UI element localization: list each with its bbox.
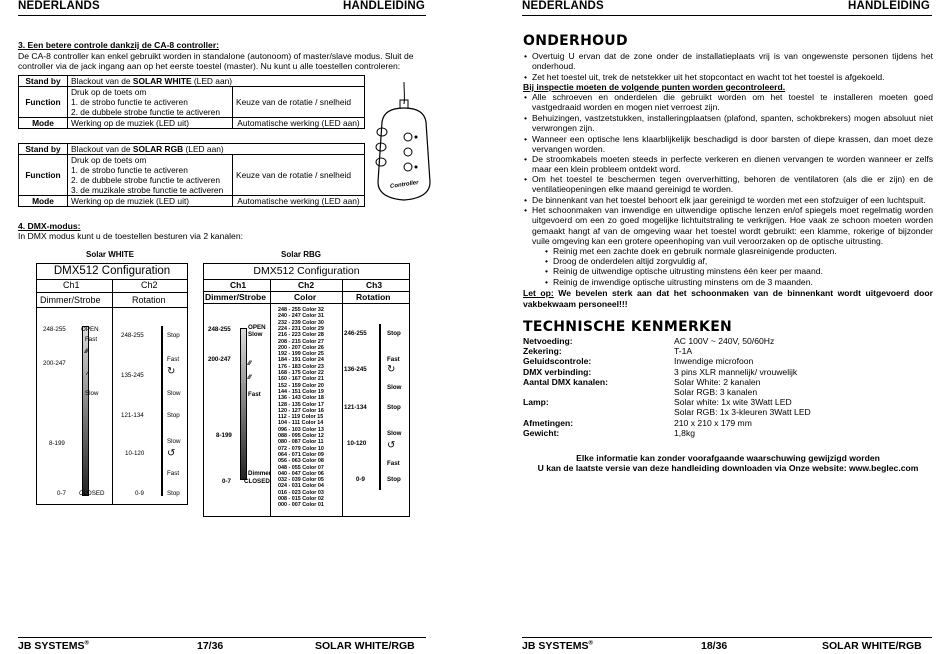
strobe-marks: ⁄⁄⁄ bbox=[85, 348, 89, 355]
ch1-name: Dimmer/Strobe bbox=[205, 292, 266, 302]
letop-note: Let op: We bevelen sterk aan dat het schoonmaken van de binnenkant wordt uitgevoerd door vakbekwaam personeel!!! bbox=[523, 288, 933, 309]
function-label: Function bbox=[19, 155, 68, 196]
spec-value: T-1A bbox=[674, 346, 693, 357]
color-range-item: 248 - 255 Color 32 bbox=[278, 307, 324, 313]
spec-value: Solar RGB: 1x 3-kleuren 3Watt LED bbox=[674, 407, 811, 418]
standby-text: Blackout van de SOLAR WHITE (LED aan) bbox=[68, 76, 365, 87]
fast-label: Fast bbox=[387, 356, 400, 363]
ch2-range: 248-255 bbox=[121, 332, 144, 339]
dmx-chart-title: DMX512 Configuration bbox=[53, 265, 171, 277]
color-range-item: 208 - 215 Color 27 bbox=[278, 338, 324, 345]
color-range-item: 232 - 239 Color 30 bbox=[278, 319, 324, 326]
function-text: Druk op de toets om 1. de strobo functie te activeren 2. de dubbele strobe functie te activeren bbox=[68, 87, 233, 118]
inspectie-item: • Alle schroeven en onderdelen die gebruikt worden om het toestel te installeren moeten goed vastgedraaid worden en mogen niet verroest zijn. bbox=[524, 92, 933, 113]
fast-label: Fast bbox=[248, 391, 261, 398]
function-right-text: Keuze van de rotatie / snelheid bbox=[233, 87, 365, 118]
spec-value: 3 pins XLR mannelijk/ vrouwelijk bbox=[674, 366, 798, 377]
function-right-text: Keuze van de rotatie / snelheid bbox=[233, 155, 365, 196]
spec-key: Geluidscontrole: bbox=[523, 356, 592, 367]
ca8-controller-illustration bbox=[372, 82, 432, 212]
color-range-item: 144 - 151 Color 19 bbox=[278, 388, 324, 395]
color-range-item: 176 - 183 Color 23 bbox=[278, 363, 324, 370]
color-range-item: 216 - 223 Color 28 bbox=[278, 332, 324, 339]
spec-key: DMX verbinding: bbox=[523, 366, 592, 377]
color-range-item: 080 - 087 Color 11 bbox=[278, 439, 324, 446]
right-footer-product: SOLAR WHITE/RGB bbox=[822, 640, 922, 652]
solar-white-label: Solar WHITE bbox=[86, 250, 135, 259]
inspectie-item: • Om het toestel te beschermen tegen oververhitting, behoren de ventilatoren (als die er zijn) en de ventilatieopeningen elke maand gereinigd te worden. bbox=[524, 174, 933, 195]
spec-key: Aantal DMX kanalen: bbox=[523, 376, 609, 387]
right-header-language: NEDERLANDS bbox=[522, 0, 604, 12]
right-footer-rule bbox=[522, 637, 932, 638]
ch2-name: Rotation bbox=[132, 295, 166, 305]
slow-label: Slow bbox=[248, 331, 263, 338]
spec-key: Lamp: bbox=[523, 397, 549, 408]
fast-label: Fast bbox=[387, 460, 400, 467]
color-range-item: 200 - 207 Color 26 bbox=[278, 344, 324, 351]
inspectie-title: Bij inspectie moeten de volgende punten worden gecontroleerd. bbox=[523, 82, 786, 92]
color-range-item: 088 - 095 Color 12 bbox=[278, 433, 324, 439]
mode-left-text: Werking op de muziek (LED uit) bbox=[68, 196, 233, 207]
standby-label: Stand by bbox=[19, 76, 68, 87]
right-footer-page: 18/36 bbox=[701, 640, 728, 652]
spec-value: 1,8kg bbox=[674, 427, 696, 438]
ch1-range: 248-255 bbox=[43, 326, 66, 333]
color-range-item: 184 - 191 Color 24 bbox=[278, 357, 324, 364]
strobe-marks: ⁄⁄⁄ bbox=[248, 374, 252, 381]
left-footer-brand: JB SYSTEMS® bbox=[18, 640, 89, 652]
inspectie-item: • De stroomkabels moeten steeds in perfecte verkeren en dienen vervangen te worden wanneer er zelfs maar een klein probleem ontdekt word. bbox=[524, 154, 933, 175]
ch3-range: 0-9 bbox=[356, 476, 365, 483]
ch2-range: 0-9 bbox=[135, 490, 144, 497]
sub-item: • Reinig met een zachte doek en gebruik normale glasreinigende producten. bbox=[545, 246, 837, 256]
color-range-item: 136 - 143 Color 18 bbox=[278, 395, 324, 402]
ch1-range: 0-7 bbox=[57, 490, 66, 497]
inspectie-item: • Behuizingen, vastzetstukken, installeringplaatsen (plafond, spanten, schokbrekers) mogen absoluut niet verwrongen zijn. bbox=[524, 113, 933, 134]
color-range-item: 160 - 167 Color 21 bbox=[278, 376, 324, 383]
sub-item: • Droog de onderdelen altijd zorgvuldig af, bbox=[545, 256, 708, 266]
spec-value: AC 100V ~ 240V, 50/60Hz bbox=[674, 336, 775, 346]
color-range-item: 016 - 023 Color 03 bbox=[278, 489, 324, 496]
solar-rgb-label: Solar RBG bbox=[281, 250, 322, 259]
stop-label: Stop bbox=[387, 404, 401, 411]
mode-right-text: Automatische werking (LED aan) bbox=[233, 118, 365, 129]
color-range-item: 064 - 071 Color 09 bbox=[278, 451, 324, 458]
color-range-item: 032 - 039 Color 05 bbox=[278, 477, 324, 484]
strobe-marks: ⁄ bbox=[87, 370, 89, 377]
inspectie-item: • Het schoonmaken van inwendige en uitwendige optische lenzen en/of spiegels moet regelmatig worden uitgevoerd om een zo goed mogelijke lichtuitstraling te verkrijgen. Hoe vaak ze schoon moeten worden gemaakt hangt af van de omgeving waar het toestel wordt gebruikt: een klamme, rokerige of bijzonder vuile omgeving kan een grotere opeenhoping van vuil veroorzaken op de optische uitrusting. bbox=[524, 205, 933, 247]
ch2-range: 10-120 bbox=[125, 450, 145, 457]
color-range-item: 152 - 159 Color 20 bbox=[278, 382, 324, 389]
ch1-range: 0-7 bbox=[222, 478, 231, 485]
controller-table-white bbox=[18, 75, 365, 129]
rotate-ccw-icon: ↺ bbox=[167, 448, 176, 459]
fast-label: Fast bbox=[167, 470, 180, 477]
standby-label: Stand by bbox=[19, 144, 68, 155]
color-range-item: 120 - 127 Color 16 bbox=[278, 407, 324, 414]
slow-label: Slow bbox=[387, 384, 402, 391]
ch2-header: Ch2 bbox=[298, 280, 315, 290]
stop-label: Stop bbox=[387, 476, 401, 483]
ch1-range: 200-247 bbox=[43, 360, 66, 367]
slow-label: Slow bbox=[85, 390, 99, 397]
color-range-item: 096 - 103 Color 13 bbox=[278, 426, 324, 433]
color-range-item: 072 - 079 Color 10 bbox=[278, 445, 324, 452]
right-header-rule bbox=[522, 15, 932, 16]
section3-text-line1: De CA-8 controller kan enkel gebruikt worden in standalone (autonoom) of master/slave modus. Sluit de bbox=[18, 51, 414, 61]
mode-label: Mode bbox=[19, 196, 68, 207]
slow-label: Slow bbox=[387, 430, 402, 437]
dmx-chart-rgb bbox=[203, 263, 410, 517]
controller-table-rgb bbox=[18, 143, 365, 207]
color-range-item: 112 - 119 Color 15 bbox=[278, 414, 324, 421]
ch1-range: 8-199 bbox=[216, 432, 232, 439]
ch3-range: 136-245 bbox=[344, 366, 367, 373]
stop-label: Stop bbox=[387, 330, 401, 337]
color-range-item: 024 - 031 Color 04 bbox=[278, 483, 324, 490]
ch1-range: 8-199 bbox=[49, 440, 65, 447]
onderhoud-item: • Zet het toestel uit, trek de netstekker uit het stopcontact en wacht tot het toestel is afgekoeld. bbox=[524, 72, 885, 82]
dmx-chart-title: DMX512 Configuration bbox=[253, 265, 360, 277]
color-range-item: 008 - 015 Color 02 bbox=[278, 496, 324, 502]
ch3-range: 246-255 bbox=[344, 330, 367, 337]
strobe-marks: ⁄⁄⁄ bbox=[248, 360, 252, 367]
inspectie-item: • De binnenkant van het toestel behoort elk jaar gereinigd te worden met een stofzuiger of een luchtspuit. bbox=[524, 195, 926, 205]
notice-line1: Elke informatie kan zonder voorafgaande waarschuwing gewijzigd worden bbox=[576, 453, 880, 463]
spec-value: Solar white: 1x wite 3Watt LED bbox=[674, 397, 792, 408]
fast-label: Fast bbox=[85, 336, 98, 343]
spec-value: Solar White: 2 kanalen bbox=[674, 376, 761, 387]
onderhoud-title: ONDERHOUD bbox=[523, 33, 628, 49]
ch3-name: Rotation bbox=[356, 292, 391, 302]
dimmer-slider-bar bbox=[240, 328, 247, 480]
slow-label: Slow bbox=[167, 390, 181, 397]
left-header-rule bbox=[18, 15, 426, 16]
ch2-range: 121-134 bbox=[121, 412, 144, 419]
standby-text: Blackout van de SOLAR RGB (LED aan) bbox=[68, 144, 365, 155]
rotate-cw-icon: ↻ bbox=[167, 366, 176, 377]
ch3-range: 121-134 bbox=[344, 404, 367, 411]
left-header-language: NEDERLANDS bbox=[18, 0, 100, 12]
tech-title: TECHNISCHE KENMERKEN bbox=[523, 319, 733, 335]
sub-item: • Reinig de uitwendige optische uitrusting minstens één keer per maand. bbox=[545, 266, 823, 276]
ch1-name: Dimmer/Strobe bbox=[40, 295, 101, 305]
color-range-item: 056 - 063 Color 08 bbox=[278, 458, 324, 465]
ch1-range: 200-247 bbox=[208, 356, 231, 363]
color-range-item: 168 - 175 Color 22 bbox=[278, 370, 324, 376]
closed-label: CLOSED bbox=[79, 490, 105, 497]
mode-label: Mode bbox=[19, 118, 68, 129]
ch2-range: 135-245 bbox=[121, 372, 144, 379]
color-range-item: 240 - 247 Color 31 bbox=[278, 313, 324, 320]
spec-key: Gewicht: bbox=[523, 427, 560, 438]
spec-key: Netvoeding: bbox=[523, 336, 573, 346]
color-range-item: 000 - 007 Color 01 bbox=[278, 502, 324, 509]
color-range-item: 128 - 135 Color 17 bbox=[278, 401, 324, 408]
function-label: Function bbox=[19, 87, 68, 118]
inspectie-item: • Wanneer een optische lens klaarblijkelijk beschadigd is door barsten of diepe krassen, dan moet deze vervangen worden. bbox=[524, 134, 933, 155]
spec-key: Zekering: bbox=[523, 346, 562, 357]
ch1-range: 248-255 bbox=[208, 326, 231, 333]
closed-label: CLOSED bbox=[244, 478, 270, 485]
spec-value: Inwendige microfoon bbox=[674, 356, 754, 367]
left-footer-rule bbox=[18, 637, 426, 638]
spec-key: Afmetingen: bbox=[523, 417, 574, 428]
stop-label: Stop bbox=[167, 490, 180, 497]
left-header-doc: HANDLEIDING bbox=[343, 0, 426, 12]
spec-value: 210 x 210 x 179 mm bbox=[674, 417, 752, 428]
section3-text-line2: controller via de jack ingang aan op het eerste toestel (master). Nu kunt u alle toestellen controleren: bbox=[18, 61, 401, 71]
right-footer-brand: JB SYSTEMS® bbox=[522, 640, 593, 652]
ch2-name: Color bbox=[294, 292, 317, 302]
color-range-item: 048 - 055 Color 07 bbox=[278, 464, 324, 471]
sub-item: • Reinig de inwendige optische uitrusting minstens om de 3 maanden. bbox=[545, 277, 813, 287]
left-footer-product: SOLAR WHITE/RGB bbox=[315, 640, 415, 652]
dmx-chart-white bbox=[36, 263, 188, 505]
color-range-item: 224 - 231 Color 29 bbox=[278, 325, 324, 332]
stop-label: Stop bbox=[167, 332, 180, 339]
mode-right-text: Automatische werking (LED aan) bbox=[233, 196, 365, 207]
color-range-item: 104 - 111 Color 14 bbox=[278, 420, 324, 427]
function-text: Druk op de toets om 1. de strobo functie te activeren 2. de dubbele strobe functie te activeren 3. de muzikale strobe functie te activeren bbox=[68, 155, 233, 196]
ch1-header: Ch1 bbox=[230, 280, 247, 290]
ch1-header: Ch1 bbox=[63, 280, 80, 290]
fast-label: Fast bbox=[167, 356, 180, 363]
ch2-header: Ch2 bbox=[141, 280, 158, 290]
section3-title: 3. Een betere controle dankzij de CA-8 controller: bbox=[18, 40, 220, 50]
section4-text: In DMX modus kunt u de toestellen besturen via 2 kanalen: bbox=[18, 231, 244, 241]
rotate-cw-icon: ↻ bbox=[387, 364, 396, 375]
controller-label: Controller bbox=[389, 180, 419, 190]
rotate-ccw-icon: ↺ bbox=[387, 440, 396, 451]
ch3-range: 10-120 bbox=[347, 440, 367, 447]
spec-value: Solar RGB: 3 kanalen bbox=[674, 387, 758, 397]
open-label: OPEN bbox=[81, 326, 99, 333]
section4-title: 4. DMX-modus: bbox=[18, 221, 81, 231]
slow-label: Slow bbox=[167, 438, 181, 445]
dimmer-label: Dimmer bbox=[248, 470, 272, 477]
mode-left-text: Werking op de muziek (LED uit) bbox=[68, 118, 233, 129]
stop-label: Stop bbox=[167, 412, 180, 419]
left-footer-page: 17/36 bbox=[197, 640, 224, 652]
open-label: OPEN bbox=[248, 324, 266, 331]
color-range-item: 040 - 047 Color 06 bbox=[278, 470, 324, 477]
color-range-item: 192 - 199 Color 25 bbox=[278, 351, 324, 358]
ch3-header: Ch3 bbox=[366, 280, 383, 290]
onderhoud-item: • Overtuig U ervan dat de zone onder de installatieplaats vrij is van ongewenste personen tijdens het onderhoud. bbox=[524, 51, 933, 72]
right-header-doc: HANDLEIDING bbox=[848, 0, 931, 12]
notice-line2: U kan de laatste versie van deze handleiding downloaden via Onze website: www.beglec.com bbox=[537, 463, 919, 473]
